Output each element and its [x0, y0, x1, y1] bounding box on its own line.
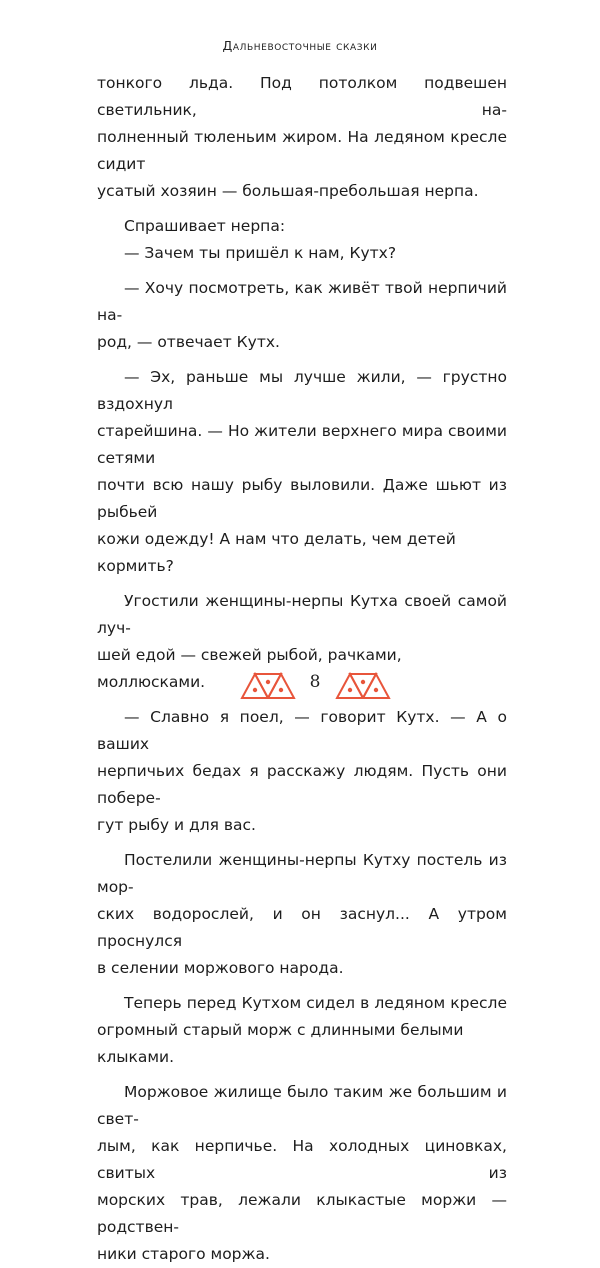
triangle-ornament-icon — [335, 671, 391, 699]
text-line: Моржовое жилище было таким же большим и свет- — [97, 1083, 507, 1128]
page-footer — [0, 671, 600, 701]
triangle-ornament-icon — [240, 671, 296, 699]
text-line: Постелили женщины-нерпы Кутху постель из мор- — [97, 851, 507, 896]
text-line: род, — отвечает Кутх. — [97, 333, 280, 351]
text-line: полненный тюленьим жиром. На ледяном кресле сидит — [97, 128, 507, 173]
text-line: ских водорослей, и он заснул... А утром проснулся — [97, 905, 507, 950]
text-line: — Хочу посмотреть, как живёт твой нерпичий на- — [97, 279, 507, 324]
text-line: — Славно я поел, — говорит Кутх. — А о ваших — [97, 708, 507, 753]
text-line: — Зачем ты пришёл к нам, Кутх? — [124, 244, 397, 262]
text-line: в селении моржового народа. — [97, 959, 344, 977]
text-line: Теперь перед Кутхом сидел в ледяном кресле — [124, 994, 507, 1012]
text-line: тонкого льда. Под потолком подвешен светильник, на- — [97, 74, 507, 119]
text-line: морских трав, лежали клыкастые моржи — родствен- — [97, 1191, 507, 1236]
body-text — [97, 70, 507, 1268]
text-line: шей едой — свежей рыбой, рачками, моллюсками. — [97, 646, 402, 691]
text-line: усатый хозяин — большая-пребольшая нерпа. — [97, 182, 479, 200]
header-title: Дальневосточные сказки — [222, 38, 378, 53]
text-line: — Эх, раньше мы лучше жили, — грустно вздохнул — [97, 368, 507, 413]
text-line: кожи одежду! А нам что делать, чем детей кормить? — [97, 530, 456, 575]
text-line: гут рыбу и для вас. — [97, 816, 256, 834]
text-line: ники старого моржа. — [97, 1245, 270, 1263]
text-line: лым, как нерпичье. На холодных циновках, свитых из — [97, 1137, 507, 1182]
text-line: старейшина. — Но жители верхнего мира своими сетями — [97, 422, 507, 467]
text-line: Угостили женщины-нерпы Кутха своей самой луч- — [97, 592, 507, 637]
text-line: огромный старый морж с длинными белыми клыками. — [97, 1021, 464, 1066]
text-line: нерпичьих бедах я расскажу людям. Пусть они поберe- — [97, 762, 507, 807]
text-line: почти всю нашу рыбу выловили. Даже шьют из рыбьей — [97, 476, 507, 521]
page-number: 8 — [309, 672, 321, 692]
running-header — [0, 38, 600, 53]
text-line: Спрашивает нерпа: — [124, 217, 286, 235]
